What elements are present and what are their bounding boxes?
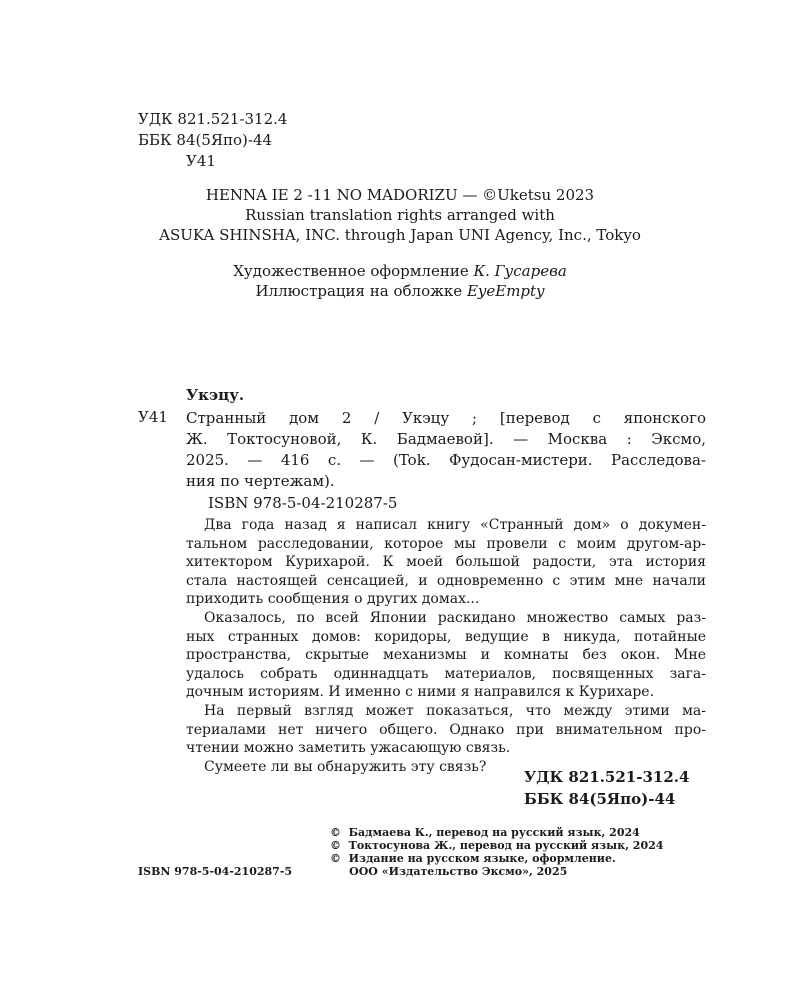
- annotation-line: удалось собрать одиннадцать материалов, посвященных зага-: [186, 665, 706, 682]
- bottom-isbn: ISBN 978-5-04-210287-5: [138, 865, 293, 878]
- annotation: [186, 516, 706, 776]
- annotation-line: чтении можно заметить ужасающую связь.: [186, 740, 511, 757]
- cover-name: EyeEmpty: [466, 282, 545, 300]
- design-name: К. Гусарева: [473, 262, 567, 280]
- udk-bold: УДК 821.521-312.4: [524, 768, 690, 786]
- copyright-line: © Бадмаева К., перевод на русский язык, 2024: [330, 826, 640, 839]
- entry-line-1: Странный дом 2 / Укэцу ; [перевод с японского: [186, 409, 706, 427]
- annotation-line: дочным историям. И именно с ними я направился к Курихаре.: [186, 684, 655, 701]
- copyright-line: ООО «Издательство Эксмо», 2025: [330, 865, 568, 878]
- bbk-bold: ББК 84(5Япо)-44: [524, 790, 676, 808]
- annotation-line: ных странных домов: коридоры, ведущие в никуда, потайные: [186, 628, 706, 645]
- udk-code: УДК 821.521-312.4: [138, 110, 288, 128]
- design-credit: [0, 262, 800, 280]
- entry-line-3: 2025. — 416 с. — (Tok. Фудосан-мистери. Расследова-: [186, 451, 706, 469]
- copyright-block: [330, 826, 663, 878]
- catalog-entry: [186, 408, 706, 492]
- annotation-line: териалами нет ничего общего. Однако при внимательном про-: [186, 721, 706, 738]
- author-mark: У41: [186, 152, 216, 170]
- entry-line-4: ния по чертежам).: [186, 472, 335, 490]
- catalog-mark: У41: [138, 408, 168, 426]
- design-label: Художественное оформление: [233, 262, 474, 280]
- rights-line-1: HENNA IE 2 -11 NO MADORIZU — ©Uketsu 2023: [205, 186, 595, 204]
- annotation-line: Два года назад я написал книгу «Странный дом» о докумен-: [204, 517, 706, 533]
- annotation-line: пространства, скрытые механизмы и комнаты без окон. Мне: [186, 647, 706, 664]
- rights-line-3: ASUKA SHINSHA, INC. through Japan UNI Agency, Inc., Tokyo: [159, 226, 641, 244]
- cover-label: Иллюстрация на обложке: [255, 282, 467, 300]
- annotation-line: хитектором Курихарой. К моей большой радости, эта история: [186, 554, 706, 571]
- copyright-line: © Токтосунова Ж., перевод на русский язык, 2024: [330, 839, 664, 852]
- annotation-line: тальном расследовании, которое мы провели с моим другом-ар-: [186, 535, 706, 552]
- annotation-line: На первый взгляд может показаться, что между этими ма-: [204, 702, 706, 719]
- catalog-author: Укэцу.: [186, 386, 245, 404]
- copyright-line: © Издание на русском языке, оформление.: [330, 852, 616, 865]
- annotation-line: Оказалось, по всей Японии раскидано множество самых раз-: [204, 609, 706, 626]
- bbk-code: ББК 84(5Япо)-44: [138, 131, 273, 149]
- catalog-isbn: ISBN 978-5-04-210287-5: [208, 494, 398, 512]
- entry-line-2: Ж. Токтосуновой, К. Бадмаевой]. — Москва : Эксмо,: [186, 430, 706, 448]
- annotation-line: Сумеете ли вы обнаружить эту связь?: [204, 758, 487, 775]
- cover-credit: [0, 282, 800, 300]
- annotation-line: стала настоящей сенсацией, и одновременно с этим мне начали: [186, 572, 706, 589]
- annotation-line: приходить сообщения о других домах...: [186, 591, 480, 608]
- rights-line-2: Russian translation rights arranged with: [245, 206, 555, 224]
